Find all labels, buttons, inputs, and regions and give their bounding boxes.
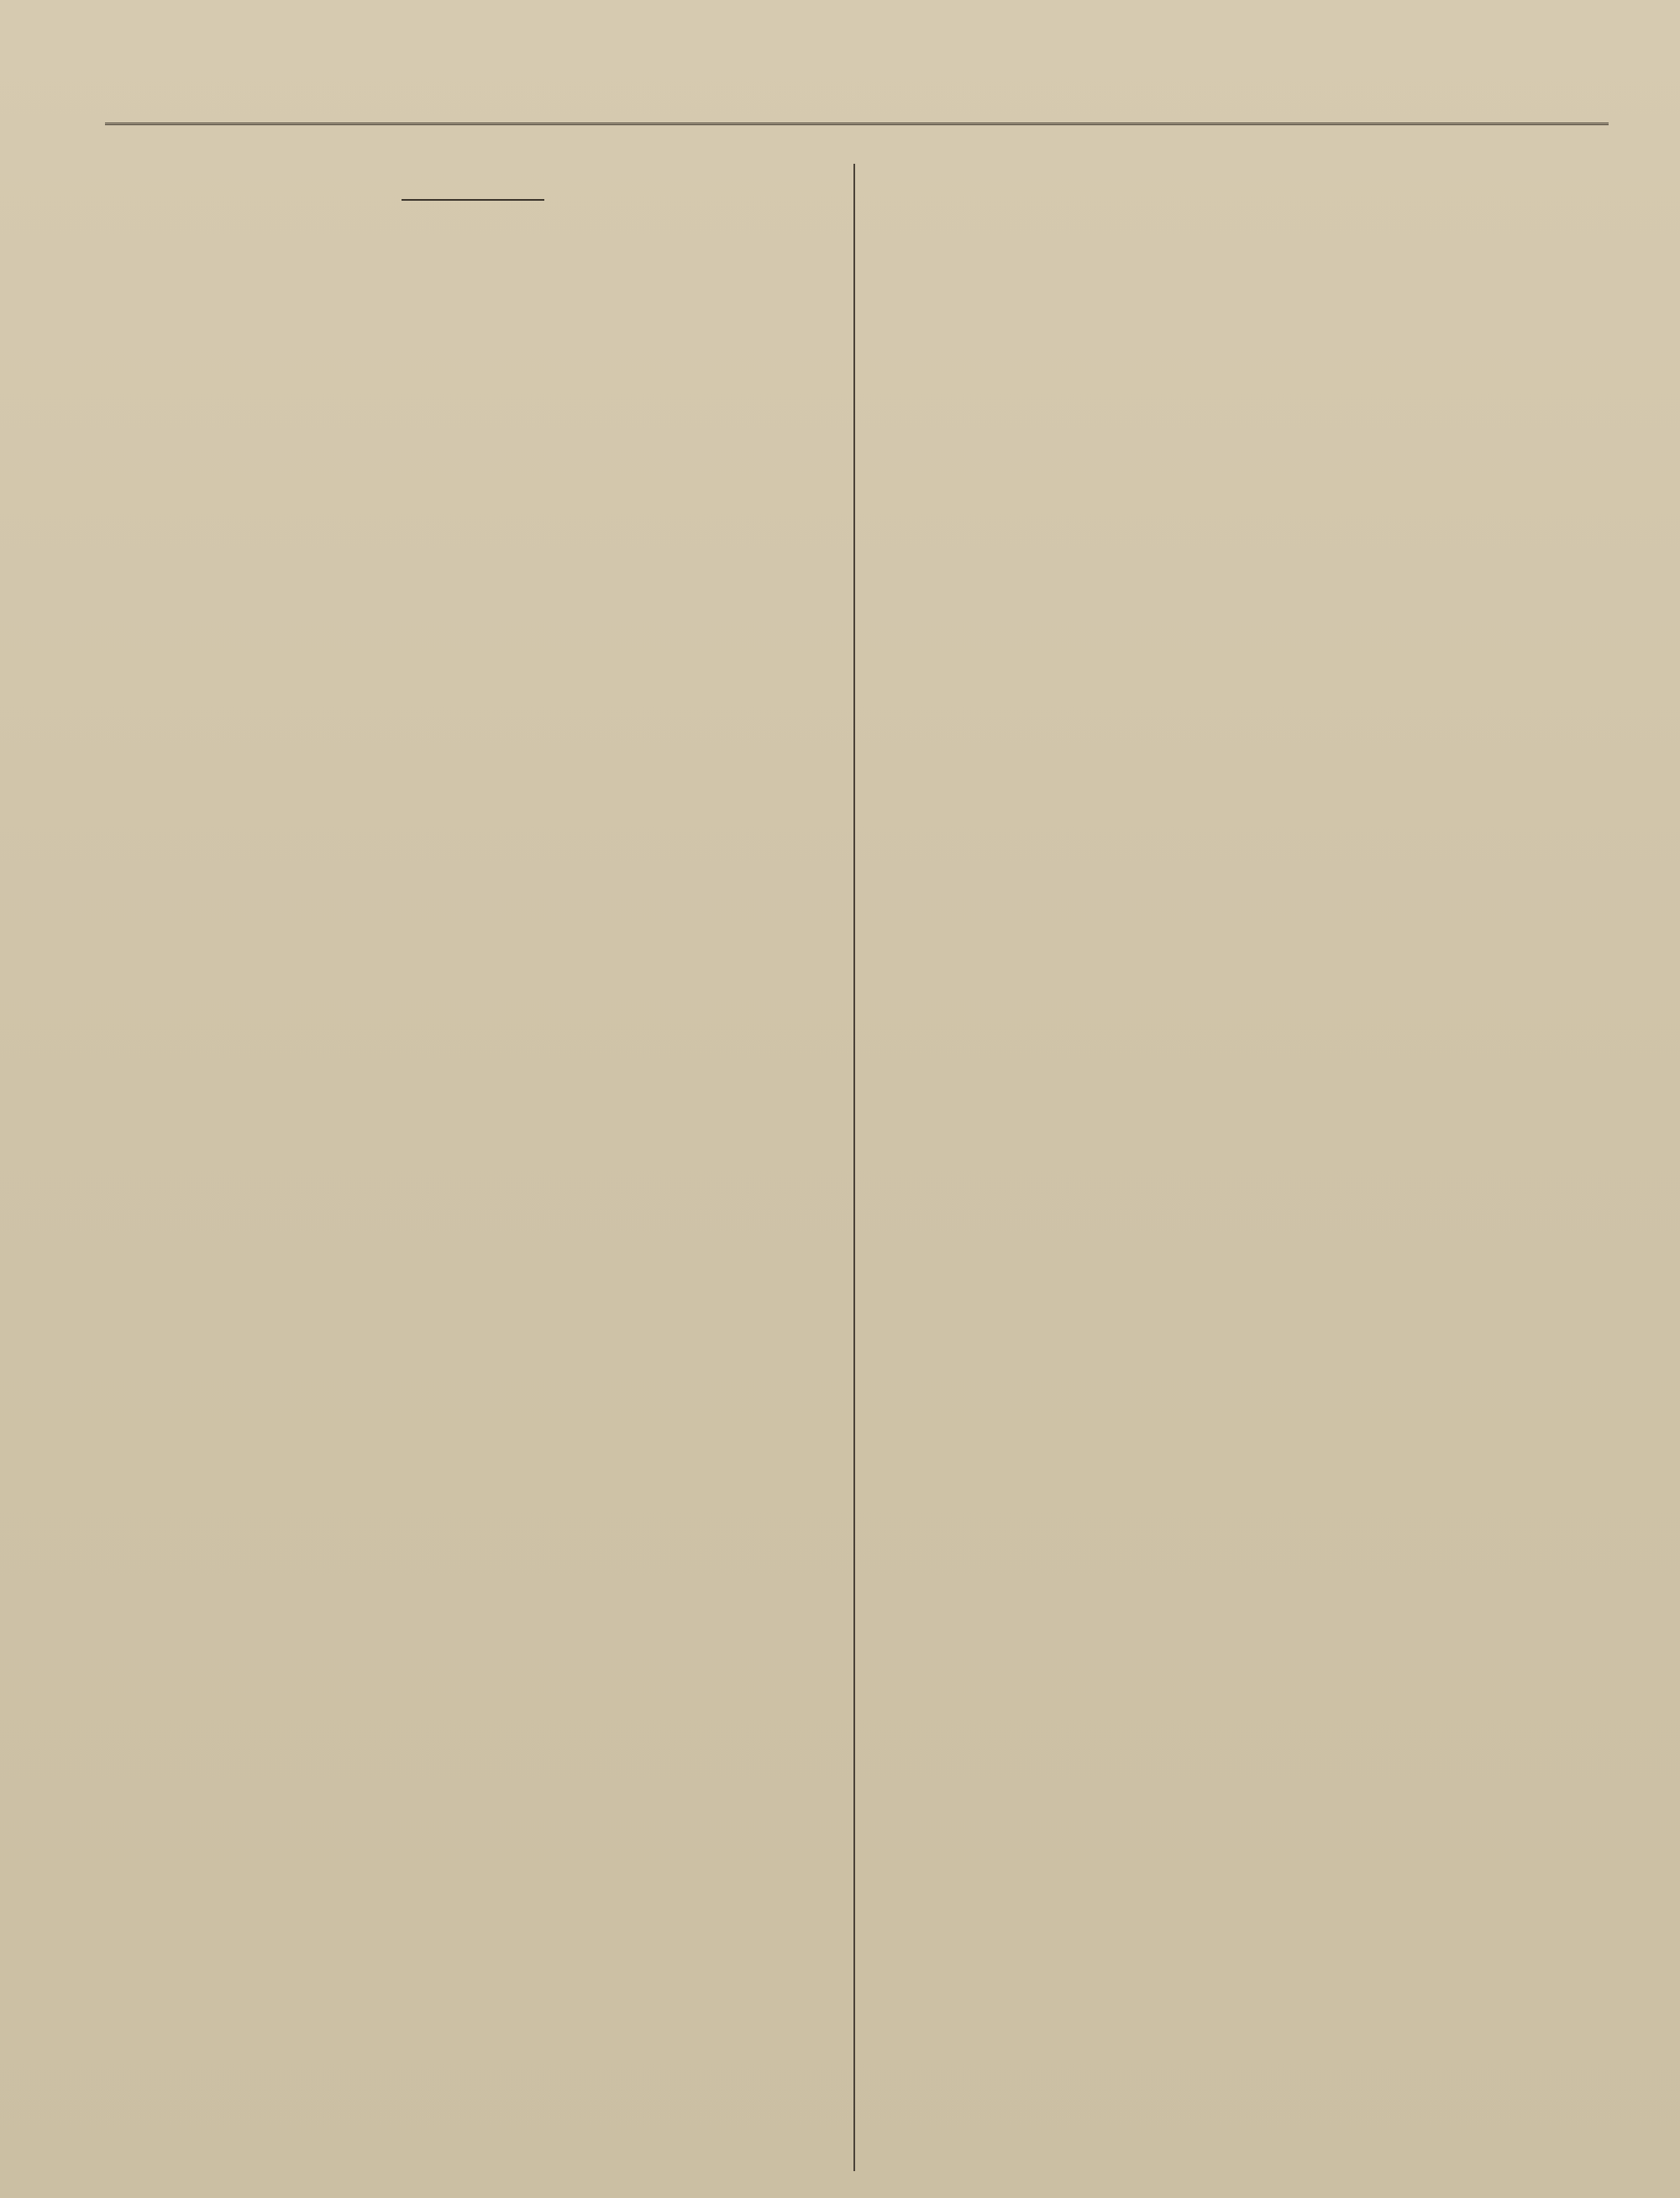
left-column	[105, 164, 840, 2171]
right-column	[874, 164, 1609, 2171]
header-rule	[105, 123, 1609, 125]
page-header	[105, 84, 1609, 126]
section-divider	[402, 199, 544, 201]
column-divider	[853, 164, 855, 2171]
